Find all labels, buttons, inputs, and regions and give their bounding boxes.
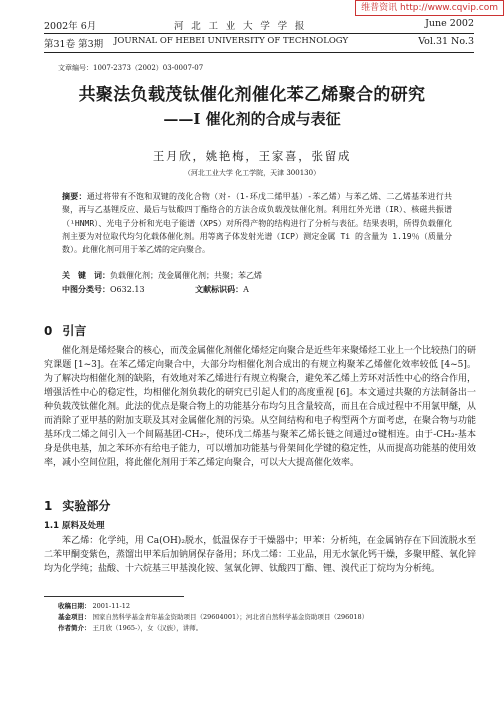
abstract — [62, 190, 452, 256]
footnote-text: 国家自然科学基金青年基金资助项目（29604001）；河北省自然科学基金资助项目（296018） — [92, 613, 369, 621]
subsection-heading-materials — [44, 519, 105, 531]
paragraph: 苯乙烯：化学纯，用 Ca(OH)₂脱水，低温保存于干燥器中；甲苯：分析纯，在金属钠存在下回流脱水至二苯甲酮变紫色，蒸馏出甲苯后加钠屑保存备用；环戊二烯：工业品，用无水氯化钙干燥，多聚甲醛、氧化锌均为化学纯；盐酸、十六烷基三甲基溴化铵、氢氧化钾、钛酸四丁酯、锂、溴代正丁烷均为分析纯。 — [44, 536, 477, 574]
classification — [62, 284, 297, 295]
footnote-label: 收稿日期： — [58, 602, 91, 610]
article-number: 文章编号：1007-2373（2002）03-0007-07 — [58, 64, 204, 72]
introduction-body — [44, 344, 476, 470]
issue-date: 2002年 6月 — [44, 21, 97, 32]
journal-name-en: JOURNAL OF HEBEI UNIVERSITY OF TECHNOLOGY — [114, 36, 349, 46]
subsection-title: 原料及处理 — [62, 521, 105, 531]
clc-label: 中图分类号： — [62, 284, 110, 294]
author-list: 王月欣，姚艳梅，王家喜，张留成 — [152, 149, 352, 163]
keywords-label: 关 键 词： — [62, 270, 110, 280]
volume-en: Vol.31 No.3 — [418, 36, 474, 47]
abstract-label: 摘要： — [62, 191, 87, 201]
footnote-text: 王月欣（1965-），女（汉族），讲师。 — [92, 624, 203, 632]
running-header-bottom — [44, 36, 474, 50]
journal-name-cn: 河 北 工 业 大 学 学 报 — [174, 21, 307, 32]
footnote-author — [58, 623, 202, 632]
footnote-label: 基金项目： — [58, 613, 91, 621]
subsection-number: 1.1 — [44, 521, 60, 531]
keywords-text: 负载催化剂；茂金属催化剂；共聚；苯乙烯 — [110, 271, 262, 280]
section-heading-experimental — [44, 497, 110, 514]
clc-code: O632.13 — [110, 285, 145, 294]
footnote-label: 作者简介： — [58, 624, 91, 632]
paragraph: 催化剂是烯烃聚合的核心，而茂金属催化剂催化烯烃定向聚合是近些年来聚烯烃工业上一个比较热门的研究课题 [1~3]。在苯乙烯定向聚合中，大部分均相催化剂合成出的有规立构聚苯乙烯催化效率较低 [4~5]。为了解决均相催化剂的缺陷，有效地对苯乙烯进行有规立构聚合，避免苯乙烯上芳环对活性中心的络合作用，增强活性中心的稳定性，均相催化剂负载化的研究已引起人们的高度重视 [6]。本文通过共聚的方法制备出一种负载茂钛催化剂。此法的优点是聚合物上的功能基分布均匀且含量较高，而且在合成过程中不用氯甲醚，从而消除了亚甲基的附加支联及其对金属催化剂的污染。从空间结构和电子构型两个方面考虑，在聚合物与功能基环戊二烯之间引入一个间隔基团-CH₂-，使环戊二烯基与聚苯乙烯长链之间通过σ键相连。由于-CH₂-基本身是供电基，加之苯环亦有给电子能力，可以增加功能基与骨架间化学键的稳定性，从而提高功能基的使用效率，减小空间位阻，将此催化剂用于苯乙烯定向聚合，可以大大提高催化效率。 — [44, 346, 477, 468]
issue-month-en: June 2002 — [425, 18, 474, 29]
footnote-received — [58, 601, 130, 610]
section-title: 实验部分 — [62, 499, 111, 513]
section-title: 引言 — [62, 324, 87, 338]
paper-subtitle: ——Ⅰ 催化剂的合成与表征 — [163, 110, 341, 128]
footnote-divider — [44, 596, 184, 597]
running-header-top — [44, 18, 474, 32]
affiliation: （河北工业大学 化工学院，天津 300130） — [183, 169, 321, 177]
keywords — [62, 270, 262, 281]
footnote-fund — [58, 612, 368, 621]
doc-code-label: 文献标识码： — [195, 284, 244, 294]
header-divider — [44, 33, 474, 34]
volume-cn: 第31卷 第3期 — [44, 39, 104, 50]
footnote-text: 2001-11-12 — [92, 602, 130, 610]
paper-title: 共聚法负载茂钛催化剂催化苯乙烯聚合的研究 — [78, 85, 426, 105]
materials-body — [44, 534, 476, 576]
watermark-badge: 维普资讯 http://www.cqvip.com — [355, 0, 504, 16]
section-number: 0 — [44, 324, 53, 338]
header-divider-bottom — [44, 52, 474, 53]
doc-code: A — [243, 285, 249, 294]
abstract-text: 通过将带有不饱和双键的茂化合物（对-（1-环戊二烯甲基）-苯乙烯）与苯乙烯、二乙烯基苯进行共聚，再与乙基锂反应、最后与钛酸四丁酯络合的方法合成负载茂钛催化剂。利用红外光谱（IR）、核磁共振谱（¹HNMR）、光电子分析和光电子能谱（XPS）对所得产物的结构进行了分析与表征。结果表明，所得负载催化剂主要为对位取代均匀化载体催化剂。用等离子体发射光谱（ICP）测定金属 Ti 的含量为 1.19％（质量分数）。此催化剂可用于苯乙烯的定向聚合。 — [62, 192, 452, 255]
section-heading-introduction — [44, 322, 86, 339]
section-number: 1 — [44, 499, 53, 513]
